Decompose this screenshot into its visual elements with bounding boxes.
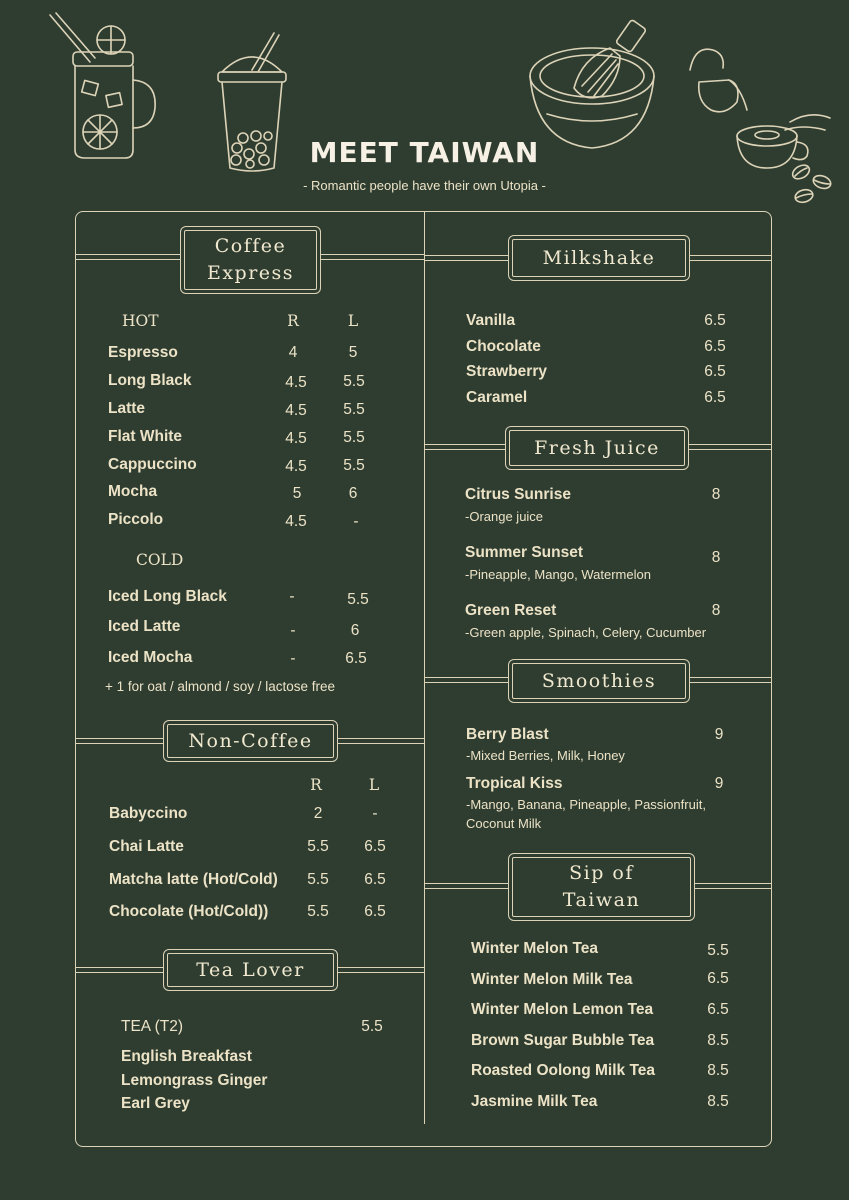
price-l: 5.5 (347, 591, 369, 608)
price: 8.5 (707, 1062, 729, 1079)
price-l: 5.5 (343, 401, 365, 418)
list-item: Chai Latte (109, 838, 184, 855)
item-description: -Mango, Banana, Pineapple, Passionfruit, (466, 797, 706, 812)
list-item: Strawberry (466, 363, 547, 380)
price-r: - (289, 588, 295, 605)
list-item: Lemongrass Ginger (121, 1072, 268, 1089)
price: 8.5 (707, 1032, 729, 1049)
price: 8 (711, 486, 721, 503)
list-item: Caramel (466, 389, 528, 406)
price: 9 (714, 775, 724, 792)
list-item: Chocolate (Hot/Cold)) (109, 903, 269, 920)
list-item: Citrus Sunrise (465, 486, 571, 503)
list-item: Mocha (108, 483, 158, 500)
page-title: MEET TAIWAN (309, 136, 540, 169)
price-l: 5 (348, 344, 358, 361)
price-l: 5.5 (343, 429, 365, 446)
section-title-smoothies: Smoothies (508, 659, 690, 703)
price-l: - (372, 805, 378, 822)
price-l: 5.5 (343, 373, 365, 390)
hot-label: HOT (122, 312, 159, 330)
price-r: 4 (288, 344, 298, 361)
section-title-non-coffee: Non-Coffee (163, 720, 338, 762)
price-r: 4.5 (285, 374, 307, 391)
list-item: Winter Melon Milk Tea (471, 971, 633, 988)
column-divider (424, 212, 425, 1124)
list-item: Summer Sunset (465, 544, 584, 561)
list-item: Long Black (108, 372, 192, 389)
price-l: 6.5 (364, 871, 386, 888)
price: 5.5 (707, 942, 729, 959)
col-l-header: L (368, 776, 380, 794)
list-item: Winter Melon Tea (471, 940, 599, 957)
list-item: Latte (108, 400, 146, 417)
list-item: Matcha latte (Hot/Cold) (109, 871, 278, 888)
price: 8.5 (707, 1093, 729, 1110)
tagline: - Romantic people have their own Utopia - (303, 178, 546, 193)
list-item: Green Reset (465, 602, 557, 619)
section-title-sip: Sip of Taiwan (508, 853, 695, 921)
price-r: 5 (292, 485, 302, 502)
price-r: - (290, 622, 296, 639)
price: 6.5 (707, 970, 729, 987)
price: 6.5 (707, 1001, 729, 1018)
list-item: Berry Blast (466, 726, 549, 743)
item-description: -Pineapple, Mango, Watermelon (465, 567, 651, 582)
price-l: 6.5 (345, 650, 367, 667)
list-item: Iced Mocha (108, 649, 193, 666)
list-item: Jasmine Milk Tea (471, 1093, 598, 1110)
list-item: Chocolate (466, 338, 541, 355)
item-description: Coconut Milk (466, 816, 542, 831)
price-r: 4.5 (285, 402, 307, 419)
price-r: 5.5 (307, 838, 329, 855)
cold-label: COLD (136, 551, 184, 569)
item-description: -Green apple, Spinach, Celery, Cucumber (465, 625, 707, 640)
list-item: English Breakfast (121, 1048, 252, 1065)
section-title-tea: Tea Lover (163, 949, 338, 991)
list-item: Vanilla (466, 312, 516, 329)
price-l: 6.5 (364, 838, 386, 855)
list-item: Cappuccino (108, 456, 197, 473)
price-r: 5.5 (307, 871, 329, 888)
price-r: 4.5 (285, 458, 307, 475)
col-r-header: R (287, 312, 299, 330)
col-l-header: L (347, 312, 359, 330)
price-l: 6.5 (364, 903, 386, 920)
price-r: - (290, 650, 296, 667)
tea-label: TEA (T2) (121, 1018, 184, 1035)
price: 9 (714, 726, 724, 743)
price-l: 6 (350, 622, 360, 639)
list-item: Winter Melon Lemon Tea (471, 1001, 654, 1018)
price: 6.5 (704, 312, 726, 329)
item-description: -Orange juice (465, 509, 544, 524)
milk-alternative-note: + 1 for oat / almond / soy / lactose free (105, 679, 335, 694)
list-item: Piccolo (108, 511, 164, 528)
list-item: Iced Latte (108, 618, 181, 635)
col-r-header: R (310, 776, 322, 794)
item-description: -Mixed Berries, Milk, Honey (466, 748, 625, 763)
price-r: 4.5 (285, 430, 307, 447)
section-title-milkshake: Milkshake (508, 235, 690, 281)
list-item: Brown Sugar Bubble Tea (471, 1032, 655, 1049)
price-l: - (353, 513, 359, 530)
list-item: Espresso (108, 344, 178, 361)
price: 6.5 (704, 389, 726, 406)
price: 6.5 (704, 363, 726, 380)
price: 8 (711, 549, 721, 566)
price: 8 (711, 602, 721, 619)
list-item: Iced Long Black (108, 588, 227, 605)
tea-price: 5.5 (361, 1018, 383, 1035)
price-l: 6 (348, 485, 358, 502)
section-title-juice: Fresh Juice (505, 426, 689, 470)
list-item: Roasted Oolong Milk Tea (471, 1062, 656, 1079)
price-r: 2 (313, 805, 323, 822)
list-item: Earl Grey (121, 1095, 190, 1112)
list-item: Babyccino (109, 805, 188, 822)
section-title-coffee: Coffee Express (180, 226, 321, 294)
price-r: 4.5 (285, 513, 307, 530)
list-item: Flat White (108, 428, 183, 445)
price-r: 5.5 (307, 903, 329, 920)
list-item: Tropical Kiss (466, 775, 563, 792)
price: 6.5 (704, 338, 726, 355)
price-l: 5.5 (343, 457, 365, 474)
